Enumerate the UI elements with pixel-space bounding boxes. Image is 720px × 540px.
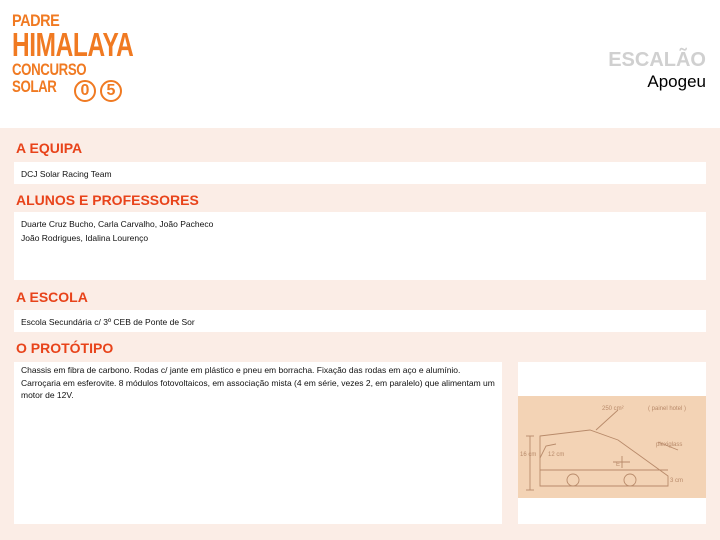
escalao-label: ESCALÃO	[608, 49, 706, 71]
svg-text:12 cm: 12 cm	[548, 452, 565, 458]
logo-digit-first: 0	[74, 80, 96, 102]
alunos-line-1: Duarte Cruz Bucho, Carla Carvalho, João Pacheco	[21, 219, 214, 229]
escola-text: Escola Secundária c/ 3º CEB de Ponte de Sor	[21, 317, 195, 327]
prototype-sketch-image	[518, 396, 706, 498]
svg-text:16 cm: 16 cm	[520, 452, 537, 458]
svg-text:250 cm²: 250 cm²	[602, 406, 624, 412]
equipa-box	[14, 162, 706, 184]
logo-edition-number	[74, 80, 122, 102]
logo-padre: PADRE	[12, 11, 60, 30]
svg-text:3 cm: 3 cm	[670, 478, 684, 484]
svg-text:( painel hotel ): ( painel hotel )	[648, 406, 687, 412]
logo-digit-second: 5	[100, 80, 122, 102]
alunos-box	[14, 212, 706, 280]
svg-text:E: E	[616, 462, 621, 468]
equipa-title: A EQUIPA	[16, 140, 83, 156]
equipa-text: DCJ Solar Racing Team	[21, 169, 112, 179]
prototipo-box	[14, 362, 502, 524]
svg-text:plexiglass: plexiglass	[656, 442, 683, 448]
escola-title: A ESCOLA	[16, 289, 88, 305]
prototype-photo-panel	[518, 362, 706, 524]
header	[0, 0, 720, 128]
alunos-line-2: João Rodrigues, Idalina Lourenço	[21, 233, 149, 243]
escalao-block	[608, 48, 706, 92]
alunos-title: ALUNOS E PROFESSORES	[16, 192, 199, 208]
logo-concurso-solar: CONCURSO SOLAR	[12, 60, 87, 96]
escola-box	[14, 310, 706, 332]
escalao-value: Apogeu	[647, 72, 706, 91]
prototipo-title: O PROTÓTIPO	[16, 340, 114, 356]
logo-himalaya: HIMALAYA	[12, 26, 134, 63]
prototipo-text: Chassis em fibra de carbono. Rodas c/ jante em plástico e pneu em borracha. Fixação das rodas em aço e alumínio. Carroçaria em esferovite. 8 módulos fotovoltaicos, em associação mista (4 em série, vezes 2, em paralelo) que alimentam um motor de 12V.	[21, 365, 495, 400]
